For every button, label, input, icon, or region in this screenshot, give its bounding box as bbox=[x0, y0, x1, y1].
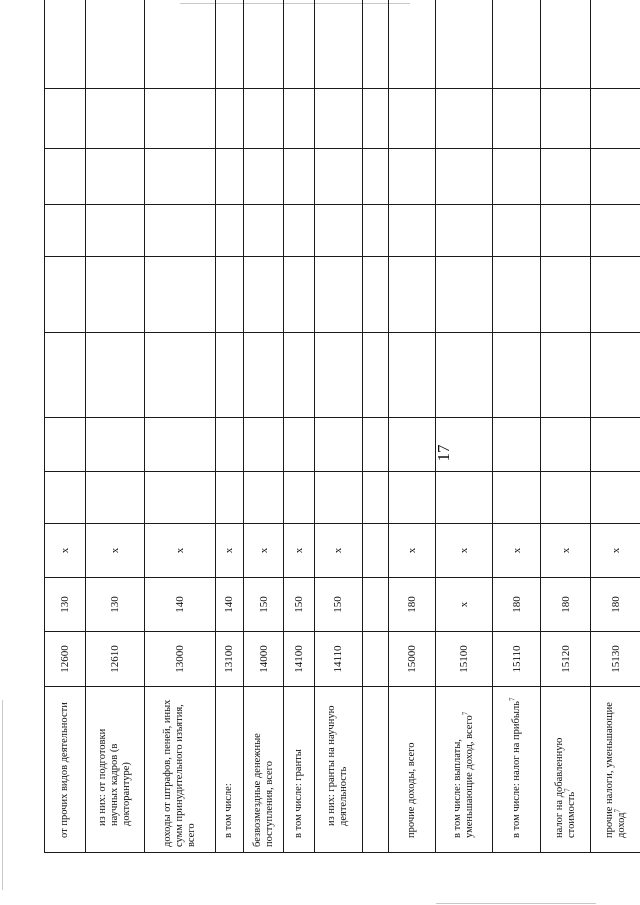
row-x-mark: x bbox=[284, 524, 315, 578]
table-row bbox=[591, 0, 640, 853]
empty-value-cell[interactable] bbox=[314, 472, 362, 524]
empty-value-cell[interactable] bbox=[362, 149, 388, 205]
row-x-mark bbox=[362, 524, 388, 578]
row-label-text: в том числе: выплаты, уменьшающие доход, всего bbox=[452, 715, 476, 838]
empty-value-cell[interactable] bbox=[541, 149, 591, 205]
table-row bbox=[216, 0, 244, 853]
empty-value-cell[interactable] bbox=[314, 205, 362, 257]
row-code: 15100 bbox=[436, 632, 493, 687]
empty-value-cell[interactable] bbox=[436, 149, 493, 205]
budget-table bbox=[44, 0, 640, 853]
empty-value-cell[interactable] bbox=[216, 149, 244, 205]
empty-value-cell[interactable] bbox=[314, 418, 362, 472]
row-x-mark: x bbox=[243, 524, 284, 578]
empty-value-cell[interactable] bbox=[591, 205, 640, 257]
row-kbk-code: 130 bbox=[45, 578, 86, 632]
table-row bbox=[284, 0, 315, 853]
empty-value-cell[interactable] bbox=[362, 333, 388, 418]
empty-value-cell[interactable] bbox=[362, 472, 388, 524]
empty-value-cell[interactable] bbox=[493, 89, 541, 149]
row-code: 15000 bbox=[389, 632, 436, 687]
row-x-mark: x bbox=[541, 524, 591, 578]
table-row bbox=[85, 0, 144, 853]
scan-edge-bottom bbox=[436, 903, 596, 904]
table-row bbox=[144, 0, 215, 853]
empty-value-cell[interactable] bbox=[144, 89, 215, 149]
empty-value-cell[interactable] bbox=[591, 472, 640, 524]
empty-value-cell[interactable] bbox=[436, 257, 493, 333]
row-label-text: прочие доходы, всего bbox=[406, 742, 418, 838]
row-label-text: из них: гранты на научную деятельность bbox=[326, 705, 350, 826]
empty-value-cell[interactable] bbox=[144, 472, 215, 524]
empty-value-cell[interactable] bbox=[541, 205, 591, 257]
empty-value-cell[interactable] bbox=[216, 418, 244, 472]
table-row bbox=[436, 0, 493, 853]
empty-value-cell[interactable] bbox=[243, 149, 284, 205]
row-kbk-code: 150 bbox=[243, 578, 284, 632]
empty-value-cell[interactable] bbox=[591, 149, 640, 205]
row-label-text: прочие налоги, уменьшающие доход bbox=[604, 702, 627, 838]
row-kbk-code: 140 bbox=[216, 578, 244, 632]
row-code: 15130 bbox=[591, 632, 640, 687]
empty-value-cell[interactable] bbox=[389, 333, 436, 418]
empty-value-cell[interactable] bbox=[243, 333, 284, 418]
empty-value-cell[interactable] bbox=[389, 418, 436, 472]
empty-value-cell[interactable] bbox=[216, 472, 244, 524]
empty-value-cell[interactable] bbox=[436, 89, 493, 149]
empty-value-cell[interactable] bbox=[243, 205, 284, 257]
row-x-mark: x bbox=[45, 524, 86, 578]
empty-value-cell[interactable] bbox=[284, 333, 315, 418]
row-code: 13000 bbox=[144, 632, 215, 687]
empty-value-cell[interactable] bbox=[216, 89, 244, 149]
row-label bbox=[144, 687, 215, 853]
empty-value-cell[interactable] bbox=[144, 0, 215, 89]
footnote-mark: 7 bbox=[508, 697, 517, 702]
empty-value-cell[interactable] bbox=[314, 0, 362, 89]
rotated-table-container bbox=[44, 21, 640, 853]
row-label-text: в том числе: налог на прибыль bbox=[510, 701, 522, 838]
row-x-mark: x bbox=[314, 524, 362, 578]
empty-value-cell[interactable] bbox=[243, 257, 284, 333]
table-body bbox=[45, 0, 640, 853]
row-x-mark: x bbox=[493, 524, 541, 578]
empty-value-cell[interactable] bbox=[216, 257, 244, 333]
empty-value-cell[interactable] bbox=[85, 205, 144, 257]
empty-value-cell[interactable] bbox=[541, 333, 591, 418]
scan-edge-left bbox=[2, 700, 3, 890]
row-label-text: налог на добавленную стоимость bbox=[553, 737, 577, 838]
empty-value-cell[interactable] bbox=[436, 472, 493, 524]
empty-value-cell[interactable] bbox=[45, 333, 86, 418]
footnote-mark: 7 bbox=[461, 711, 470, 716]
row-code: 13100 bbox=[216, 632, 244, 687]
empty-value-cell[interactable] bbox=[284, 472, 315, 524]
empty-value-cell[interactable] bbox=[541, 472, 591, 524]
row-x-mark: x bbox=[85, 524, 144, 578]
row-code: 14000 bbox=[243, 632, 284, 687]
empty-value-cell[interactable] bbox=[45, 205, 86, 257]
empty-value-cell[interactable] bbox=[45, 472, 86, 524]
empty-value-cell[interactable] bbox=[493, 333, 541, 418]
empty-value-cell[interactable] bbox=[243, 418, 284, 472]
row-code: 14110 bbox=[314, 632, 362, 687]
empty-value-cell[interactable] bbox=[243, 0, 284, 89]
row-kbk-code: 180 bbox=[541, 578, 591, 632]
empty-value-cell[interactable] bbox=[144, 333, 215, 418]
empty-value-cell[interactable] bbox=[389, 472, 436, 524]
empty-value-cell[interactable] bbox=[493, 472, 541, 524]
empty-value-cell[interactable] bbox=[362, 418, 388, 472]
row-label bbox=[284, 687, 315, 853]
empty-value-cell[interactable] bbox=[216, 0, 244, 89]
empty-value-cell[interactable] bbox=[85, 472, 144, 524]
empty-value-cell[interactable] bbox=[284, 0, 315, 89]
empty-value-cell[interactable] bbox=[591, 257, 640, 333]
row-code: 15120 bbox=[541, 632, 591, 687]
empty-value-cell[interactable] bbox=[85, 257, 144, 333]
empty-value-cell[interactable] bbox=[45, 0, 86, 89]
row-label bbox=[493, 687, 541, 853]
row-kbk-code: 180 bbox=[493, 578, 541, 632]
empty-value-cell[interactable] bbox=[45, 257, 86, 333]
row-kbk-code: 130 bbox=[85, 578, 144, 632]
empty-value-cell[interactable] bbox=[362, 0, 388, 89]
row-label bbox=[216, 687, 244, 853]
footnote-mark: 7 bbox=[613, 809, 622, 813]
row-label bbox=[362, 687, 388, 853]
row-code bbox=[362, 632, 388, 687]
empty-value-cell[interactable] bbox=[362, 257, 388, 333]
row-label bbox=[45, 687, 86, 853]
table-row bbox=[314, 0, 362, 853]
empty-value-cell[interactable] bbox=[243, 89, 284, 149]
row-kbk-code: 180 bbox=[591, 578, 640, 632]
empty-value-cell[interactable] bbox=[284, 418, 315, 472]
row-code: 14100 bbox=[284, 632, 315, 687]
empty-value-cell[interactable] bbox=[284, 257, 315, 333]
empty-value-cell[interactable] bbox=[144, 418, 215, 472]
row-kbk-code: x bbox=[436, 578, 493, 632]
row-label bbox=[436, 687, 493, 853]
row-kbk-code: 150 bbox=[284, 578, 315, 632]
empty-value-cell[interactable] bbox=[45, 89, 86, 149]
empty-value-cell[interactable] bbox=[493, 418, 541, 472]
row-kbk-code: 150 bbox=[314, 578, 362, 632]
row-x-mark: x bbox=[591, 524, 640, 578]
row-label-text: в том числе: гранты bbox=[293, 749, 305, 838]
row-label bbox=[314, 687, 362, 853]
empty-value-cell[interactable] bbox=[314, 257, 362, 333]
empty-value-cell[interactable] bbox=[493, 149, 541, 205]
row-label-text: безвозмездные денежные поступления, всего bbox=[251, 733, 275, 847]
empty-value-cell[interactable] bbox=[541, 418, 591, 472]
row-label-text: из них: от подготовки научных кадров (в докторантуре) bbox=[96, 728, 132, 826]
empty-value-cell[interactable] bbox=[314, 89, 362, 149]
empty-value-cell[interactable] bbox=[243, 472, 284, 524]
empty-value-cell[interactable] bbox=[436, 333, 493, 418]
empty-value-cell[interactable] bbox=[591, 89, 640, 149]
empty-value-cell[interactable] bbox=[284, 149, 315, 205]
row-label bbox=[389, 687, 436, 853]
footnote-mark: 7 bbox=[563, 788, 572, 792]
empty-value-cell[interactable] bbox=[541, 89, 591, 149]
empty-value-cell[interactable] bbox=[144, 149, 215, 205]
empty-value-cell[interactable] bbox=[591, 333, 640, 418]
empty-value-cell[interactable] bbox=[389, 149, 436, 205]
empty-value-cell[interactable] bbox=[284, 205, 315, 257]
row-label-text: доходы от штрафов, пеней, иных сумм принудительного изъятия, всего bbox=[161, 699, 197, 847]
empty-value-cell[interactable] bbox=[45, 149, 86, 205]
row-x-mark: x bbox=[436, 524, 493, 578]
empty-value-cell[interactable] bbox=[493, 205, 541, 257]
empty-value-cell[interactable] bbox=[389, 257, 436, 333]
row-label bbox=[591, 687, 640, 853]
empty-value-cell[interactable] bbox=[144, 205, 215, 257]
table-row bbox=[541, 0, 591, 853]
empty-value-cell[interactable] bbox=[389, 89, 436, 149]
empty-value-cell[interactable] bbox=[493, 257, 541, 333]
row-x-mark: x bbox=[144, 524, 215, 578]
empty-value-cell[interactable] bbox=[436, 205, 493, 257]
empty-value-cell[interactable] bbox=[436, 418, 493, 472]
empty-value-cell[interactable] bbox=[314, 149, 362, 205]
empty-value-cell[interactable] bbox=[541, 257, 591, 333]
empty-value-cell[interactable] bbox=[216, 205, 244, 257]
empty-value-cell[interactable] bbox=[436, 0, 493, 89]
empty-value-cell[interactable] bbox=[85, 418, 144, 472]
table-row bbox=[45, 0, 86, 853]
row-x-mark: x bbox=[216, 524, 244, 578]
row-label-text: в том числе: bbox=[223, 783, 235, 838]
row-label-text: от прочих видов деятельности bbox=[58, 702, 70, 838]
empty-value-cell[interactable] bbox=[144, 257, 215, 333]
row-code: 15110 bbox=[493, 632, 541, 687]
empty-value-cell[interactable] bbox=[45, 418, 86, 472]
empty-value-cell[interactable] bbox=[85, 149, 144, 205]
row-label bbox=[243, 687, 284, 853]
empty-value-cell[interactable] bbox=[85, 333, 144, 418]
page-number: 17 bbox=[434, 444, 453, 462]
row-label bbox=[85, 687, 144, 853]
empty-value-cell[interactable] bbox=[389, 205, 436, 257]
row-code: 12600 bbox=[45, 632, 86, 687]
row-x-mark: x bbox=[389, 524, 436, 578]
empty-value-cell[interactable] bbox=[85, 89, 144, 149]
empty-value-cell[interactable] bbox=[591, 418, 640, 472]
table-row bbox=[243, 0, 284, 853]
row-kbk-code bbox=[362, 578, 388, 632]
empty-value-cell[interactable] bbox=[591, 0, 640, 89]
empty-value-cell[interactable] bbox=[362, 89, 388, 149]
empty-value-cell[interactable] bbox=[541, 0, 591, 89]
table-row bbox=[362, 0, 388, 853]
row-kbk-code: 180 bbox=[389, 578, 436, 632]
empty-value-cell[interactable] bbox=[216, 333, 244, 418]
row-kbk-code: 140 bbox=[144, 578, 215, 632]
table-row bbox=[389, 0, 436, 853]
row-label bbox=[541, 687, 591, 853]
empty-value-cell[interactable] bbox=[314, 333, 362, 418]
empty-value-cell[interactable] bbox=[389, 0, 436, 89]
empty-value-cell[interactable] bbox=[493, 0, 541, 89]
table-row bbox=[493, 0, 541, 853]
empty-value-cell[interactable] bbox=[362, 205, 388, 257]
empty-value-cell[interactable] bbox=[284, 89, 315, 149]
empty-value-cell[interactable] bbox=[85, 0, 144, 89]
row-code: 12610 bbox=[85, 632, 144, 687]
